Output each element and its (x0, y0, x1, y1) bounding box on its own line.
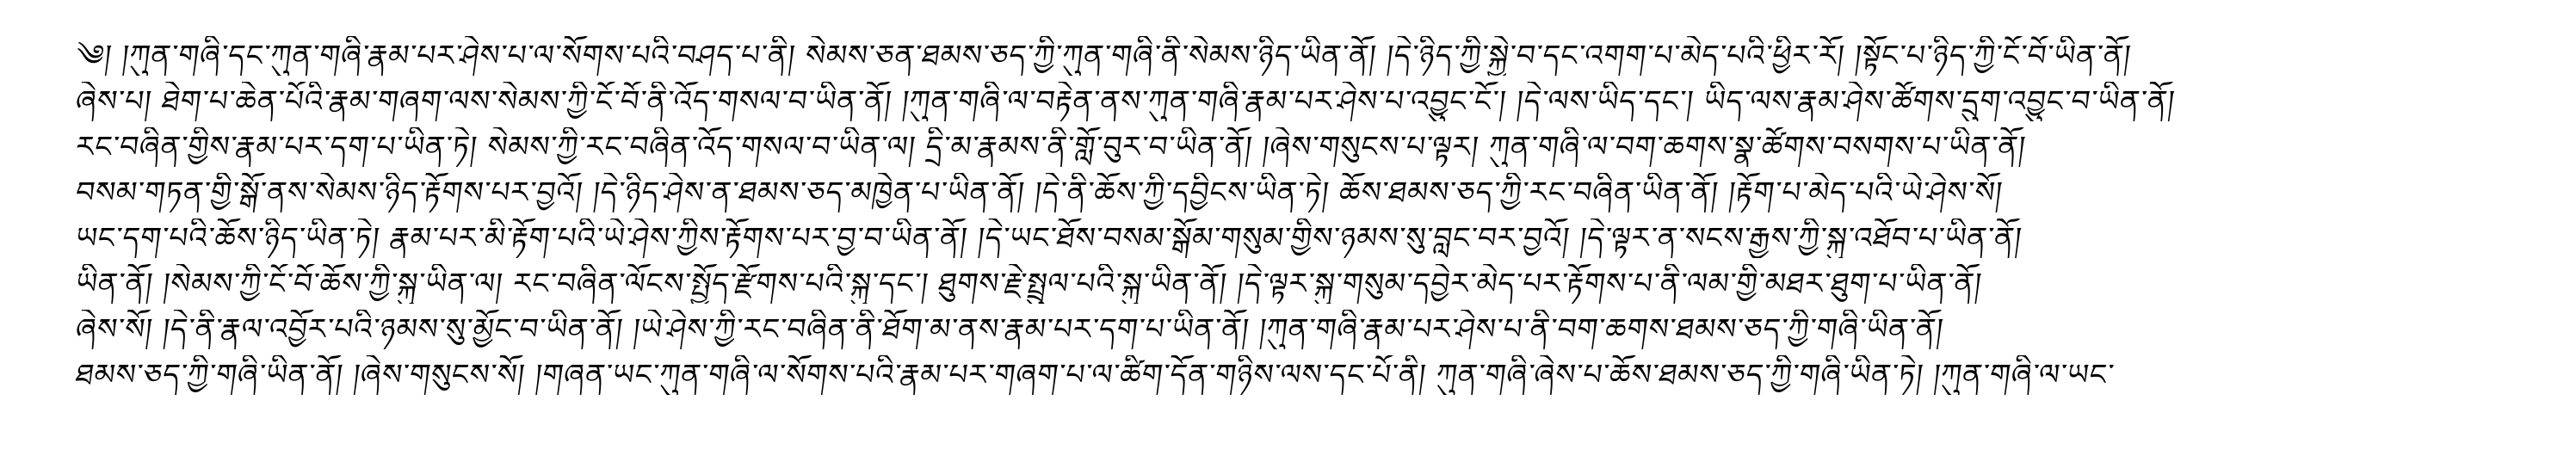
manuscript-line: ཞེས་སོ། །དེ་ནི་རྣལ་འབྱོར་པའི་ཉམས་སུ་མྱོང་བ་ཡིན་ནོ། །ཡེ་ཤེས་ཀྱི་རང་བཞིན་ནི་ཐོག་མ་ནས་རྣམ་པར་དག་པ་ཡིན་ནོ། །ཀུན་གཞི་རྣམ་པར་ཤེས་པ་ནི་བག་ཆགས་ཐམས་ཅད་ཀྱི་གཞི་ཡིན་ནོ། (73, 312, 1946, 347)
manuscript-line: ཡང་དག་པའི་ཆོས་ཉིད་ཡིན་ཏེ། རྣམ་པར་མི་རྟོག་པའི་ཡེ་ཤེས་ཀྱིས་རྟོགས་པར་བྱ་བ་ཡིན་ནོ། །དེ་ཡང་ཐོས་བསམ་སྒོམ་གསུམ་གྱིས་ཉམས་སུ་བླང་བར་བྱའོ། །དེ་ལྟར་ན་སངས་རྒྱས་ཀྱི་སྐུ་འཐོབ་པ་ཡིན་ནོ། (73, 221, 2025, 256)
manuscript-line: ཞེས་པ། ཐེག་པ་ཆེན་པོའི་རྣམ་གཞག་ལས་སེམས་ཀྱི་ངོ་བོ་ནི་འོད་གསལ་བ་ཡིན་ནོ། །ཀུན་གཞི་ལ་བརྟེན་ནས་ཀུན་གཞི་རྣམ་པར་ཤེས་པ་འབྱུང་ངོ་། །དེ་ལས་ཡིད་དང་། ཡིད་ལས་རྣམ་ཤེས་ཚོགས་དྲུག་འབྱུང་བ་ཡིན་ནོ། (73, 84, 2178, 119)
manuscript-line: ཡིན་ནོ། །སེམས་ཀྱི་ངོ་བོ་ཆོས་ཀྱི་སྐུ་ཡིན་ལ། རང་བཞིན་ལོངས་སྤྱོད་རྫོགས་པའི་སྐུ་དང་། ཐུགས་རྗེ་སྤྲུལ་པའི་སྐུ་ཡིན་ནོ། །དེ་ལྟར་སྐུ་གསུམ་དབྱེར་མེད་པར་རྟོགས་པ་ནི་ལམ་གྱི་མཐར་ཐུག་པ་ཡིན་ནོ། (73, 267, 1985, 301)
manuscript-text-block (73, 36, 2511, 401)
manuscript-line: བསམ་གཏན་གྱི་སྒོ་ནས་སེམས་ཉིད་རྟོགས་པར་བྱའོ། །དེ་ཉིད་ཤེས་ན་ཐམས་ཅད་མཁྱེན་པ་ཡིན་ནོ། །དེ་ནི་ཆོས་ཀྱི་དབྱིངས་ཡིན་ཏེ། ཆོས་ཐམས་ཅད་ཀྱི་རང་བཞིན་ཡིན་ནོ། །རྟོག་པ་མེད་པའི་ཡེ་ཤེས་སོ། (73, 176, 2005, 210)
manuscript-line: ༄། །ཀུན་གཞི་དང་ཀུན་གཞི་རྣམ་པར་ཤེས་པ་ལ་སོགས་པའི་བཤད་པ་ནི། སེམས་ཅན་ཐམས་ཅད་ཀྱི་ཀུན་གཞི་ནི་སེམས་ཉིད་ཡིན་ནོ། །དེ་ཉིད་ཀྱི་སྐྱེ་བ་དང་འགག་པ་མེད་པའི་ཕྱིར་རོ། །སྟོང་པ་ཉིད་ཀྱི་ངོ་བོ་ཡིན་ནོ། (73, 39, 2134, 73)
manuscript-line: རང་བཞིན་གྱིས་རྣམ་པར་དག་པ་ཡིན་ཏེ། སེམས་ཀྱི་རང་བཞིན་འོད་གསལ་བ་ཡིན་ལ། དྲི་མ་རྣམས་ནི་གློ་བུར་བ་ཡིན་ནོ། །ཞེས་གསུངས་པ་ལྟར། ཀུན་གཞི་ལ་བག་ཆགས་སྣ་ཚོགས་བསགས་པ་ཡིན་ནོ། (73, 130, 2029, 164)
manuscript-line: ཐམས་ཅད་ཀྱི་གཞི་ཡིན་ནོ། །ཞེས་གསུངས་སོ། །གཞན་ཡང་ཀུན་གཞི་ལ་སོགས་པའི་རྣམ་པར་གཞག་པ་ལ་ཚིག་དོན་གཉིས་ལས་དང་པོ་ནི། ཀུན་གཞི་ཞེས་པ་ཆོས་ཐམས་ཅད་ཀྱི་གཞི་ཡིན་ཏེ། །ཀུན་གཞི་ལ་ཡང་ (73, 358, 2117, 392)
